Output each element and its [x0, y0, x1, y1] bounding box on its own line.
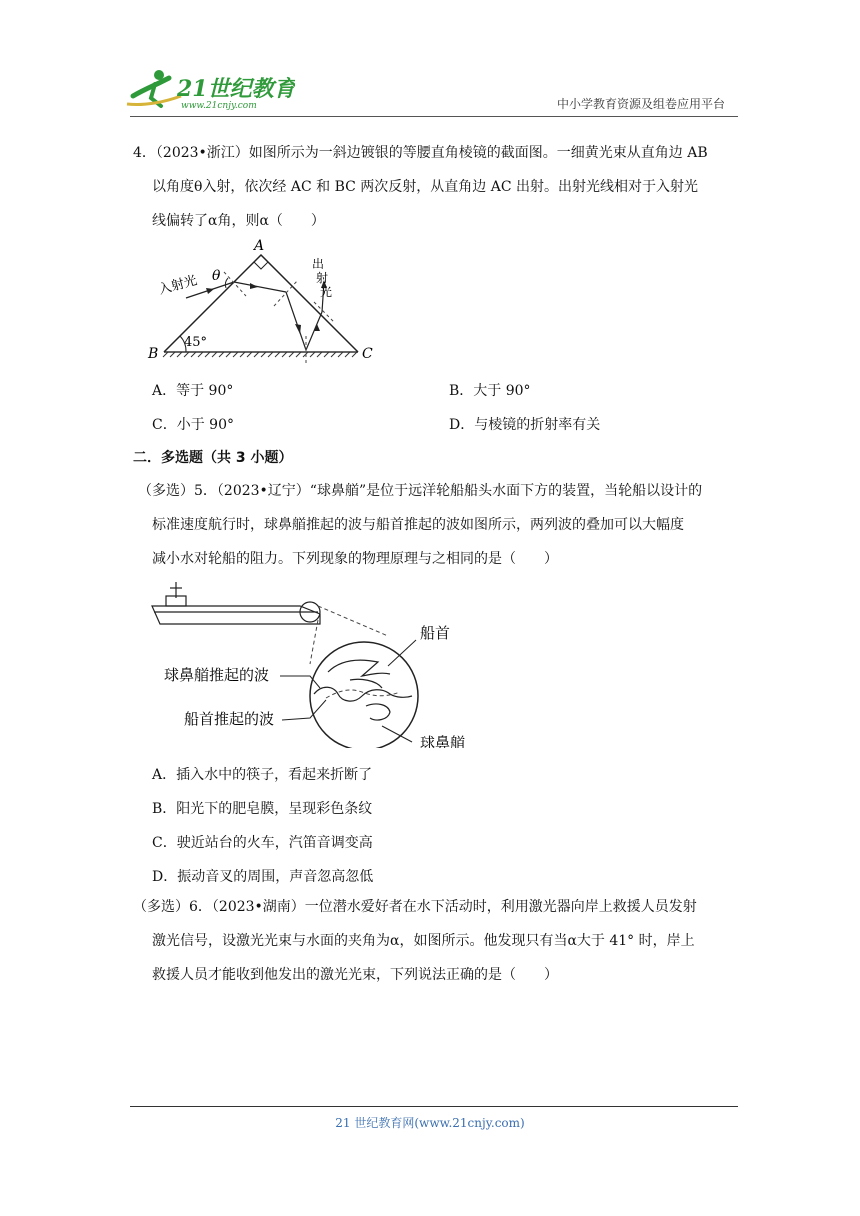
exit-label-2: 射: [316, 271, 329, 285]
exit-label-3: 光: [320, 285, 333, 299]
bulb: [366, 704, 390, 720]
site-logo: [125, 66, 295, 112]
q5-line-3: 减小水对轮船的阻力。下列现象的物理原理与之相同的是（ ）: [152, 551, 558, 567]
section-heading: 二．多选题（共 3 小题）: [133, 450, 293, 466]
footer-link[interactable]: 21 世纪教育网(www.21cnjy.com): [335, 1116, 525, 1130]
q4-line-1: 4．（2023•浙江）如图所示为一斜边镀银的等腰直角棱镜的截面图。一细黄光束从直角边 AB: [133, 145, 708, 161]
label-bow: 船首: [420, 624, 451, 642]
header-platform-text: 中小学教育资源及组卷应用平台: [556, 97, 725, 111]
q5-line-2: 标准速度航行时，球鼻艏推起的波与船首推起的波如图所示，两列波的叠加可以大幅度: [152, 517, 684, 533]
q4-line-3: 线偏转了α角，则α（ ）: [152, 213, 325, 229]
prism-figure: [146, 236, 386, 366]
q6-line-2: 激光信号，设激光光束与水面的夹角为α，如图所示。他发现只有当α大于 41° 时，岸上: [152, 933, 695, 949]
q5-option-a[interactable]: A．插入水中的筷子，看起来折断了: [152, 767, 373, 783]
q4-option-b[interactable]: B．大于 90°: [449, 383, 531, 399]
label-bulb: 球鼻艏: [420, 734, 466, 748]
label-bow-wave: 船首推起的波: [184, 710, 275, 728]
q5-line-1: （多选）5．（2023•辽宁）“球鼻艏”是位于远洋轮船船头水面下方的装置，当轮船以设计的: [138, 483, 703, 499]
q6-line-3: 救援人员才能收到他发出的激光光束，下列说法正确的是（ ）: [152, 967, 558, 983]
q4-option-d[interactable]: D．与棱镜的折射率有关: [449, 417, 601, 433]
logo-subtitle: www.21cnjy.com: [181, 101, 257, 111]
q4-option-c[interactable]: C．小于 90°: [152, 417, 234, 433]
header-divider: [130, 116, 738, 117]
angle-45-label: 45°: [184, 335, 208, 350]
bulb-wave: [314, 687, 412, 701]
footer-divider: [130, 1106, 738, 1107]
incident-label: 入射光: [157, 273, 199, 298]
q5-option-b[interactable]: B．阳光下的肥皂膜，呈现彩色条纹: [152, 801, 373, 817]
q4-line-2: 以角度θ入射，依次经 AC 和 BC 两次反射，从直角边 AC 出射。出射光线相对于入射光: [152, 179, 699, 195]
label-bulb-wave: 球鼻艏推起的波: [164, 666, 270, 684]
ship-hull: [152, 582, 320, 624]
q5-option-d[interactable]: D．振动音叉的周围，声音忽高忽低: [152, 869, 374, 885]
ship-figure: [150, 576, 480, 748]
label-b: B: [148, 346, 159, 362]
q4-option-a[interactable]: A．等于 90°: [152, 383, 234, 399]
bow-wave: [326, 690, 400, 698]
theta-label: θ: [212, 268, 221, 284]
magnifier-circle: [310, 642, 418, 748]
q5-option-c[interactable]: C．驶近站台的火车，汽笛音调变高: [152, 835, 373, 851]
logo-title: 21世纪教育: [177, 76, 295, 102]
label-c: C: [362, 346, 373, 362]
exit-label-1: 出: [312, 257, 325, 271]
label-a: A: [254, 238, 265, 254]
runner-icon: [127, 70, 181, 106]
q6-line-1: （多选）6．（2023•湖南）一位潜水爱好者在水下活动时，利用激光器向岸上救援人员发射: [133, 899, 697, 915]
